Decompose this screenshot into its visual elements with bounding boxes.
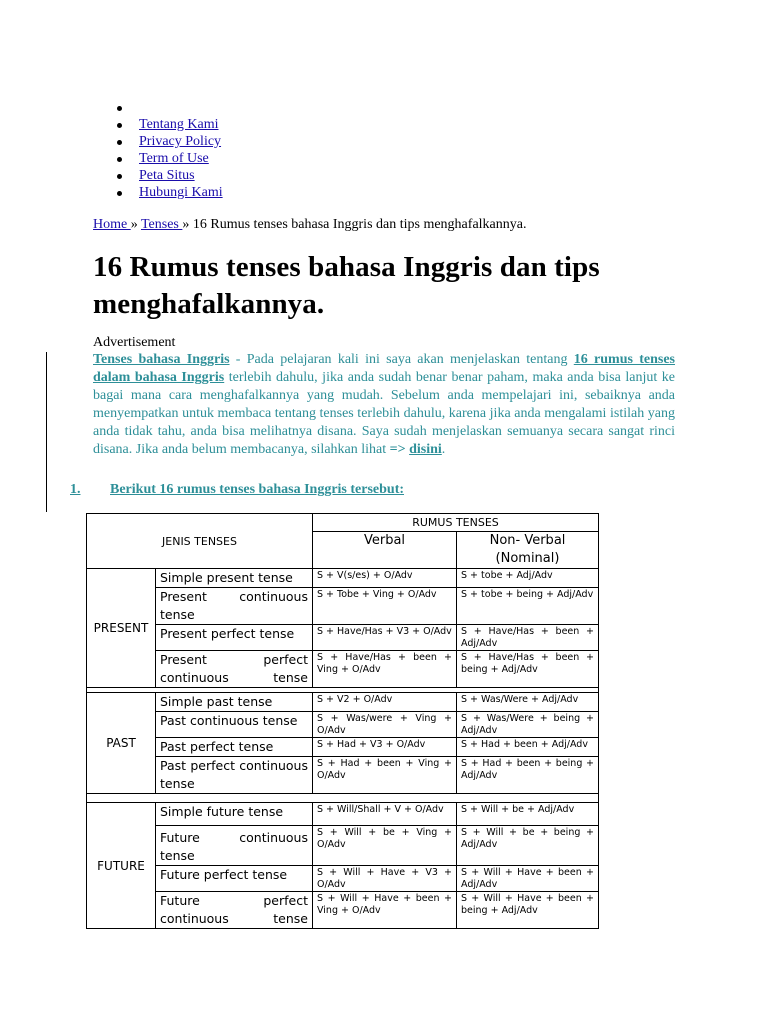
verbal-formula: S + Have/Has + been + Ving + O/Adv bbox=[313, 651, 457, 688]
nonverbal-formula: S + tobe + Adj/Adv bbox=[457, 569, 599, 588]
header-verbal: Verbal bbox=[313, 532, 457, 569]
section-heading bbox=[70, 482, 404, 498]
table-header-row bbox=[87, 514, 599, 532]
nonverbal-formula: S + Will + be + being + Adj/Adv bbox=[457, 826, 599, 866]
tense-name: Present perfect continuous tense bbox=[156, 651, 313, 688]
header-nonverbal: Non- Verbal (Nominal) bbox=[457, 532, 599, 569]
header-rumus-tenses: RUMUS TENSES bbox=[313, 514, 599, 532]
verbal-formula: S + Have/Has + V3 + O/Adv bbox=[313, 625, 457, 651]
breadcrumb-current: 16 Rumus tenses bahasa Inggris dan tips menghafalkannya. bbox=[192, 217, 527, 232]
nonverbal-formula: S + tobe + being + Adj/Adv bbox=[457, 588, 599, 625]
verbal-formula: S + Will + Have + been + Ving + O/Adv bbox=[313, 892, 457, 929]
tense-name: Past perfect tense bbox=[156, 738, 313, 757]
tense-name: Simple present tense bbox=[156, 569, 313, 588]
table-row bbox=[87, 569, 599, 588]
table-row bbox=[87, 588, 599, 625]
intro-link-disini[interactable]: disini bbox=[409, 442, 442, 457]
nav-link-privacy-policy[interactable]: Privacy Policy bbox=[139, 134, 222, 149]
verbal-formula: S + Had + V3 + O/Adv bbox=[313, 738, 457, 757]
tense-name: Simple past tense bbox=[156, 693, 313, 712]
nonverbal-formula: S + Have/Has + been + Adj/Adv bbox=[457, 625, 599, 651]
verbal-formula: S + Will + be + Ving + O/Adv bbox=[313, 826, 457, 866]
tense-name: Future continuous tense bbox=[156, 826, 313, 866]
tense-name: Present continuous tense bbox=[156, 588, 313, 625]
verbal-formula: S + Had + been + Ving + O/Adv bbox=[313, 757, 457, 794]
header-jenis-tenses: JENIS TENSES bbox=[87, 514, 313, 569]
tenses-table bbox=[86, 513, 599, 929]
nav-item-empty bbox=[116, 99, 223, 116]
breadcrumb-separator: » bbox=[182, 217, 190, 232]
tense-name: Present perfect tense bbox=[156, 625, 313, 651]
nav-link-peta-situs[interactable]: Peta Situs bbox=[139, 168, 195, 183]
section-number: 1. bbox=[70, 482, 81, 497]
page-title: 16 Rumus tenses bahasa Inggris dan tips menghafalkannya. bbox=[93, 251, 600, 320]
nonverbal-formula: S + Had + been + Adj/Adv bbox=[457, 738, 599, 757]
verbal-formula: S + V2 + O/Adv bbox=[313, 693, 457, 712]
nonverbal-formula: S + Will + Have + been + Adj/Adv bbox=[457, 866, 599, 892]
table-spacer bbox=[87, 794, 599, 803]
verbal-formula: S + Will/Shall + V + O/Adv bbox=[313, 803, 457, 826]
nav-item-peta-situs bbox=[116, 167, 223, 184]
nonverbal-formula: S + Was/Were + Adj/Adv bbox=[457, 693, 599, 712]
text-cursor-line bbox=[46, 352, 47, 512]
table-row bbox=[87, 757, 599, 794]
tense-name: Simple future tense bbox=[156, 803, 313, 826]
table-row bbox=[87, 651, 599, 688]
nonverbal-formula: S + Will + Have + been + being + Adj/Adv bbox=[457, 892, 599, 929]
table-row bbox=[87, 892, 599, 929]
nav-item-privacy-policy bbox=[116, 133, 223, 150]
verbal-formula: S + Was/were + Ving + O/Adv bbox=[313, 712, 457, 738]
breadcrumb-home-link[interactable]: Home bbox=[93, 217, 131, 232]
table-row bbox=[87, 803, 599, 826]
nonverbal-formula: S + Was/Were + being + Adj/Adv bbox=[457, 712, 599, 738]
group-present: PRESENT bbox=[87, 569, 156, 688]
group-future: FUTURE bbox=[87, 803, 156, 929]
verbal-formula: S + Tobe + Ving + O/Adv bbox=[313, 588, 457, 625]
advertisement-label: Advertisement bbox=[93, 335, 176, 350]
breadcrumb-separator: » bbox=[130, 217, 138, 232]
nav-item-tentang-kami bbox=[116, 116, 223, 133]
section-label: Berikut 16 rumus tenses bahasa Inggris tersebut: bbox=[110, 482, 405, 497]
nonverbal-formula: S + Had + been + being + Adj/Adv bbox=[457, 757, 599, 794]
table-row bbox=[87, 866, 599, 892]
breadcrumb-tenses-link[interactable]: Tenses bbox=[140, 217, 183, 232]
table-row bbox=[87, 826, 599, 866]
table-row bbox=[87, 738, 599, 757]
table-row bbox=[87, 712, 599, 738]
breadcrumb bbox=[93, 217, 526, 233]
group-past: PAST bbox=[87, 693, 156, 794]
tense-name: Past perfect continuous tense bbox=[156, 757, 313, 794]
table-row bbox=[87, 625, 599, 651]
nav-link-tentang-kami[interactable]: Tentang Kami bbox=[139, 117, 219, 132]
site-nav bbox=[116, 99, 223, 201]
verbal-formula: S + V(s/es) + O/Adv bbox=[313, 569, 457, 588]
intro-paragraph: Tenses bahasa Inggris - Pada pelajaran kali ini saya akan menjelaskan tentang 16 rumus tenses dalam bahasa Inggris terlebih dahulu, jika anda sudah benar benar paham, maka anda bisa lanjut ke bagai mana cara menghafalkannya yang mudah. Sebelum anda mempelajari ini, sebaiknya anda menyempatkan untuk membaca tentang tenses terlebih dahulu, karena jika anda mengalami istilah yang anda tidak tahu, anda bisa melihatnya disana. Saya sudah menjelaskan semuanya secara sangat rinci disana. Jika anda belum membacanya, silahkan lihat => disini. bbox=[93, 352, 675, 457]
nav-item-hubungi-kami bbox=[116, 184, 223, 201]
nonverbal-formula: S + Will + be + Adj/Adv bbox=[457, 803, 599, 826]
table-row bbox=[87, 693, 599, 712]
tense-name: Future perfect tense bbox=[156, 866, 313, 892]
nav-item-term-of-use bbox=[116, 150, 223, 167]
nav-link-term-of-use[interactable]: Term of Use bbox=[139, 151, 209, 166]
tense-name: Future perfect continuous tense bbox=[156, 892, 313, 929]
nav-link-hubungi-kami[interactable]: Hubungi Kami bbox=[139, 185, 223, 200]
intro-link-tenses[interactable]: Tenses bahasa Inggris bbox=[93, 352, 230, 367]
intro-link-16-rumus[interactable]: 16 rumus tenses dalam bahasa Inggris bbox=[93, 352, 675, 385]
verbal-formula: S + Will + Have + V3 + O/Adv bbox=[313, 866, 457, 892]
tense-name: Past continuous tense bbox=[156, 712, 313, 738]
nonverbal-formula: S + Have/Has + been + being + Adj/Adv bbox=[457, 651, 599, 688]
